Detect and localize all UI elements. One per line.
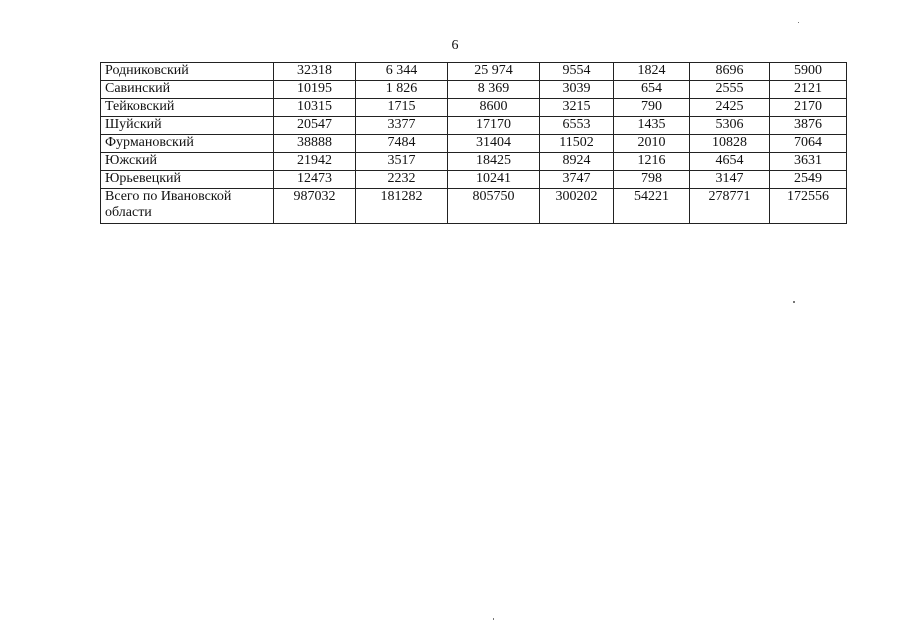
total-cell: 278771 [690, 189, 770, 224]
table-cell: 31404 [448, 135, 540, 153]
table-cell: 12473 [274, 171, 356, 189]
table-row [101, 63, 847, 81]
table-cell: 10241 [448, 171, 540, 189]
table-cell: 21942 [274, 153, 356, 171]
table-cell: 9554 [540, 63, 614, 81]
table-cell: 6553 [540, 117, 614, 135]
total-cell: 54221 [614, 189, 690, 224]
table-cell: 8 369 [448, 81, 540, 99]
table-cell: 7484 [356, 135, 448, 153]
table-cell: 38888 [274, 135, 356, 153]
table-cell: 3039 [540, 81, 614, 99]
table-cell: 5900 [770, 63, 847, 81]
total-cell: 987032 [274, 189, 356, 224]
table-cell: 20547 [274, 117, 356, 135]
table-cell: 17170 [448, 117, 540, 135]
table-row [101, 171, 847, 189]
table-cell: 11502 [540, 135, 614, 153]
table-cell: 7064 [770, 135, 847, 153]
table-cell: 1435 [614, 117, 690, 135]
table-cell: 10195 [274, 81, 356, 99]
table-cell: 3377 [356, 117, 448, 135]
district-name: Юрьевецкий [101, 171, 274, 189]
table-cell: 10828 [690, 135, 770, 153]
district-name: Савинский [101, 81, 274, 99]
table-cell: 2555 [690, 81, 770, 99]
table-cell: 18425 [448, 153, 540, 171]
table-cell: 2010 [614, 135, 690, 153]
district-name: Тейковский [101, 99, 274, 117]
table-cell: 3631 [770, 153, 847, 171]
table-row [101, 117, 847, 135]
table-cell: 8696 [690, 63, 770, 81]
table-cell: 2121 [770, 81, 847, 99]
table-cell: 8600 [448, 99, 540, 117]
district-name: Родниковский [101, 63, 274, 81]
total-cell: 172556 [770, 189, 847, 224]
total-row [101, 189, 847, 224]
table-cell: 3747 [540, 171, 614, 189]
table-cell: 10315 [274, 99, 356, 117]
table-row [101, 99, 847, 117]
statistics-table [100, 62, 847, 224]
total-cell: 300202 [540, 189, 614, 224]
table-cell: 32318 [274, 63, 356, 81]
table-cell: 3147 [690, 171, 770, 189]
table-cell: 2549 [770, 171, 847, 189]
table-cell: 2425 [690, 99, 770, 117]
table-cell: 2170 [770, 99, 847, 117]
total-cell: 181282 [356, 189, 448, 224]
scan-speck [798, 22, 799, 23]
total-cell: 805750 [448, 189, 540, 224]
table-cell: 1 826 [356, 81, 448, 99]
table-cell: 3517 [356, 153, 448, 171]
table-cell: 5306 [690, 117, 770, 135]
table-cell: 654 [614, 81, 690, 99]
district-name: Фурмановский [101, 135, 274, 153]
page-number: 6 [451, 38, 459, 53]
table-cell: 798 [614, 171, 690, 189]
table-cell: 3215 [540, 99, 614, 117]
scan-speck [493, 618, 494, 620]
district-name: Южский [101, 153, 274, 171]
table-cell: 1216 [614, 153, 690, 171]
district-name: Шуйский [101, 117, 274, 135]
table-cell: 8924 [540, 153, 614, 171]
table-cell: 1824 [614, 63, 690, 81]
table-cell: 25 974 [448, 63, 540, 81]
table-cell: 6 344 [356, 63, 448, 81]
table-cell: 2232 [356, 171, 448, 189]
table-cell: 1715 [356, 99, 448, 117]
scan-speck [793, 301, 795, 303]
table-row [101, 81, 847, 99]
table-cell: 4654 [690, 153, 770, 171]
table-row [101, 153, 847, 171]
table-row [101, 135, 847, 153]
total-label: Всего по Ивановской области [101, 189, 274, 224]
table-cell: 790 [614, 99, 690, 117]
table-cell: 3876 [770, 117, 847, 135]
